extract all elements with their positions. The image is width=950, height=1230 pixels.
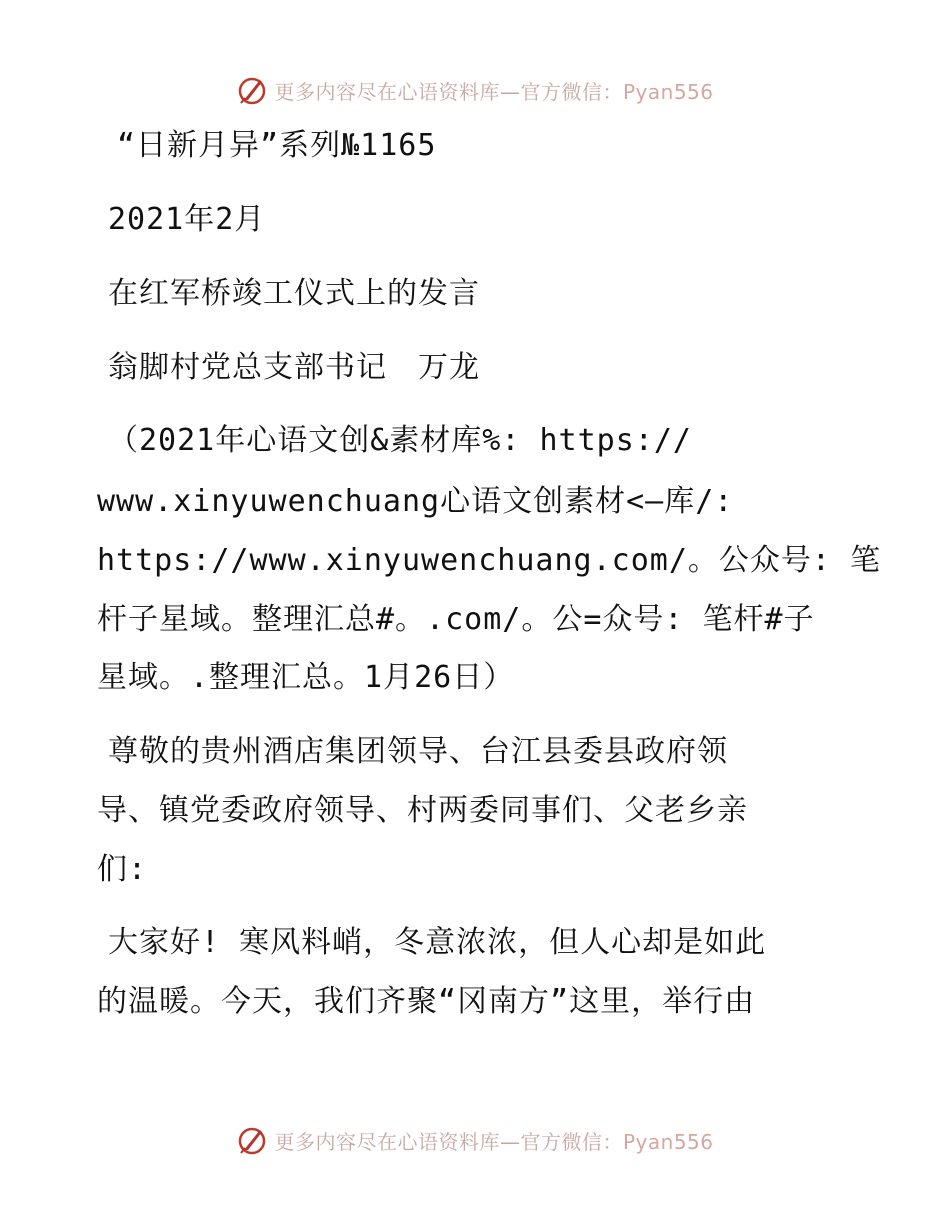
header-watermark <box>0 70 950 110</box>
watermark-handle: Pyan556 <box>622 79 714 104</box>
watermark-text: 更多内容尽在心语资料库—官方微信： <box>274 79 623 104</box>
doc-line: 星域。.整理汇总。1月26日） <box>97 660 515 695</box>
doc-line: 在红军桥竣工仪式上的发言 <box>108 276 480 311</box>
doc-line: 尊敬的贵州酒店集团领导、台江县委县政府领 <box>108 734 728 769</box>
doc-line: www.xinyuwenchuang心语文创素材<—库/: <box>97 484 734 519</box>
watermark-text: 更多内容尽在心语资料库—官方微信： <box>274 1129 623 1154</box>
doc-line: 们: <box>97 852 148 887</box>
doc-line: https://www.xinyuwenchuang.com/。公众号: 笔 <box>97 543 882 578</box>
quill-logo-icon <box>236 1124 268 1156</box>
doc-line: 大家好! 寒风料峭，冬意浓浓，但人心却是如此 <box>108 925 767 960</box>
quill-logo-icon <box>236 74 268 106</box>
doc-line: 翁脚村党总支部书记 万龙 <box>108 350 480 385</box>
doc-line: 导、镇党委政府领导、村两委同事们、父老乡亲 <box>97 793 748 828</box>
doc-line: “日新月异”系列№1165 <box>117 128 437 163</box>
watermark-handle: Pyan556 <box>622 1129 714 1154</box>
doc-line: 2021年2月 <box>108 202 266 237</box>
doc-line: 杆子星域。整理汇总#。.com/。公=众号: 笔杆#子 <box>97 602 815 637</box>
doc-line: （2021年心语文创&素材库%: https:// <box>108 423 692 458</box>
footer-watermark <box>0 1120 950 1160</box>
doc-line: 的温暖。今天，我们齐聚“冈南方”这里，举行由 <box>97 984 756 1019</box>
